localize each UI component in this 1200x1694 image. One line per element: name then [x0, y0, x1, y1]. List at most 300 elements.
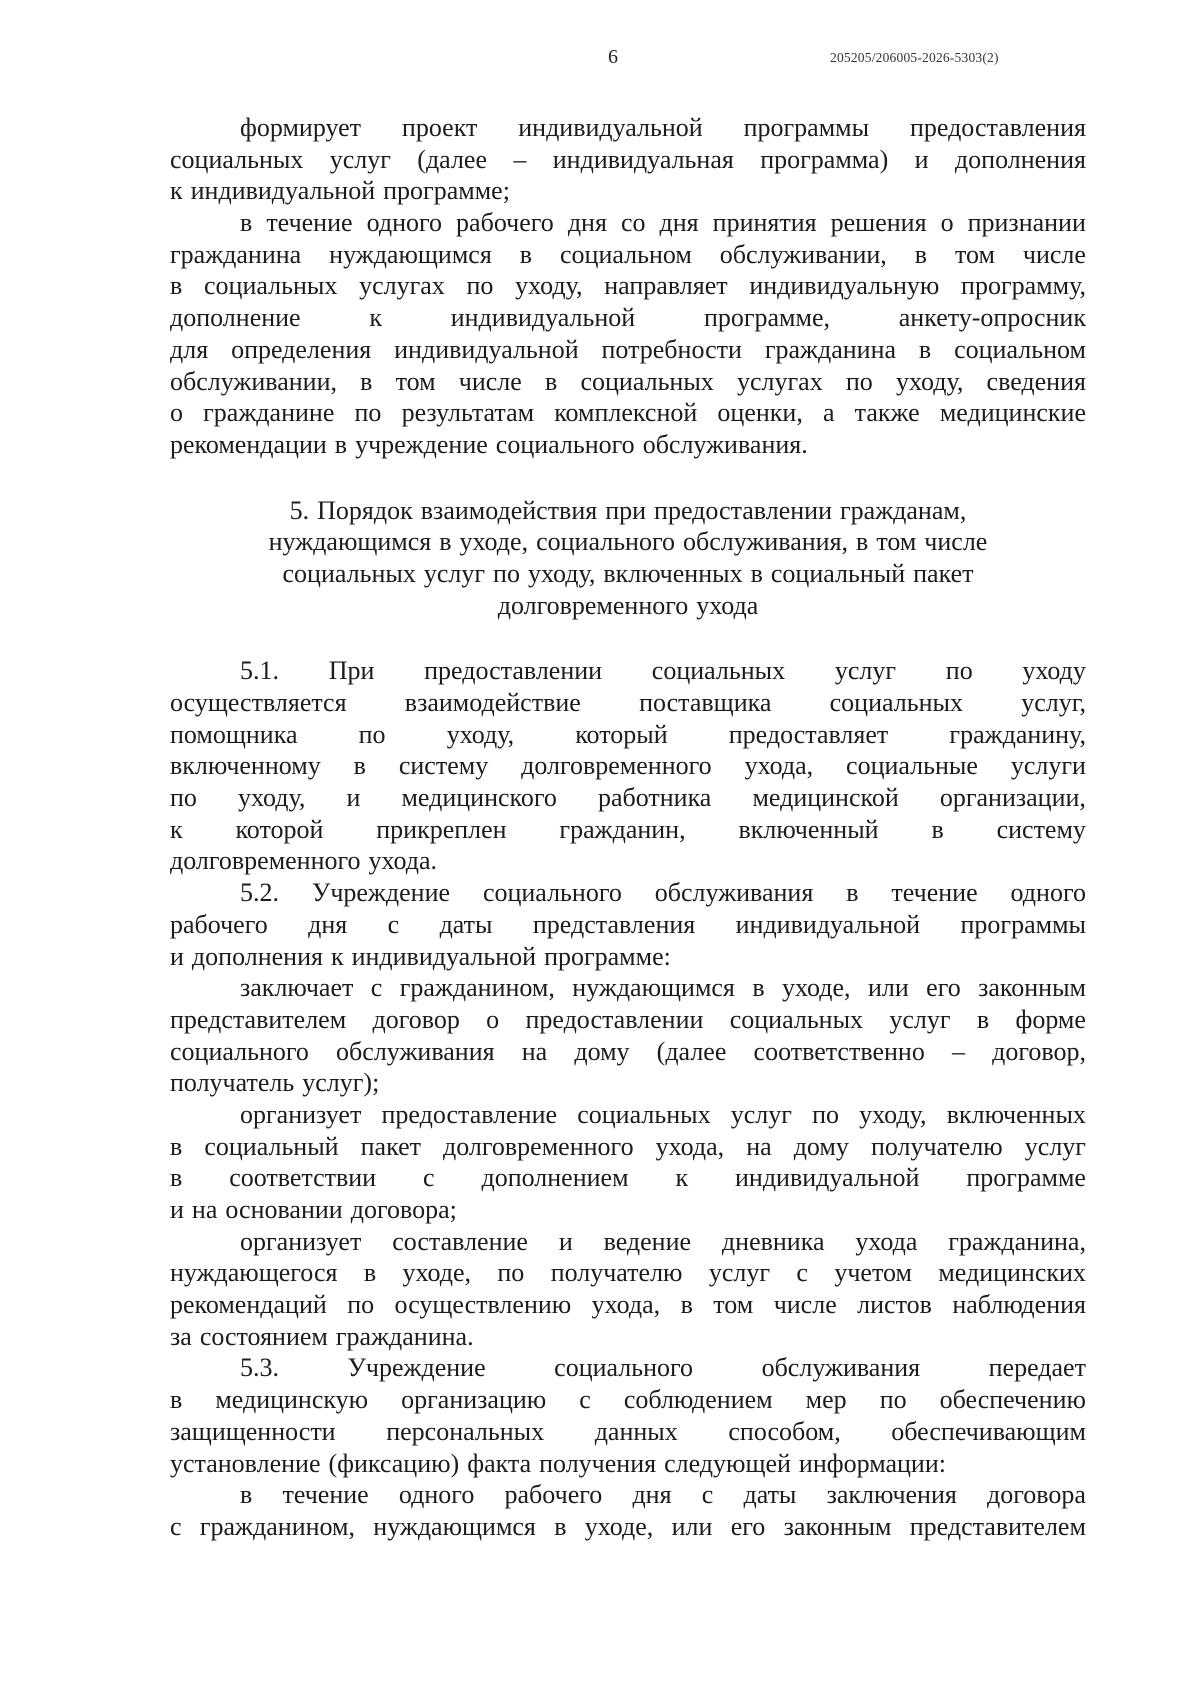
word: в: [750, 558, 763, 588]
word: с: [370, 973, 383, 1003]
word: работника: [597, 783, 712, 813]
word: его: [730, 1511, 766, 1541]
word: предоставлении: [654, 495, 832, 525]
word: представителем: [909, 1511, 1086, 1541]
word: в: [918, 334, 932, 364]
word: обслуживания,: [682, 527, 849, 557]
word: на: [191, 1195, 218, 1224]
document-code: 205205/206005-2026-5303(2): [830, 50, 999, 65]
word: оценки,: [717, 398, 803, 428]
word: договора: [987, 1480, 1086, 1510]
word: услуг: [329, 144, 391, 174]
word: включенных: [946, 1099, 1086, 1129]
word: получателю: [550, 1258, 683, 1288]
word: также: [854, 398, 920, 428]
word: уходу: [1022, 656, 1086, 686]
word: социальных: [651, 656, 786, 686]
word: нуждающегося: [170, 1258, 338, 1288]
word: систему: [996, 814, 1086, 844]
word: соответствии: [229, 1163, 377, 1193]
word: ухода.: [368, 846, 438, 876]
word: одного: [366, 208, 443, 238]
word: по: [347, 1290, 375, 1320]
word: факта: [467, 1448, 532, 1478]
word: том: [954, 239, 995, 269]
word: уходе,: [782, 973, 851, 1003]
word: пакет: [913, 558, 974, 588]
word: в: [240, 1480, 253, 1510]
word: гражданин,: [559, 814, 686, 844]
word: числе: [924, 527, 988, 557]
word: уходу,: [515, 271, 583, 301]
word: признании: [967, 208, 1086, 238]
word: обслуживания: [761, 1353, 921, 1383]
word: социальных: [729, 1004, 864, 1034]
word: гражданина: [764, 334, 897, 364]
text-line: [170, 1479, 1086, 1511]
text-line: [170, 782, 1086, 814]
word: социальных: [829, 688, 963, 717]
word: социальных: [170, 144, 304, 174]
word: с: [701, 1480, 714, 1510]
word: принятия: [712, 208, 817, 238]
word: учреждение: [355, 429, 488, 459]
text-line: [170, 175, 1086, 207]
paragraph: [170, 207, 1086, 461]
word: индивидуальную: [749, 271, 940, 301]
word: взаимодействия: [420, 495, 598, 525]
word: услуг: [423, 558, 486, 588]
word: социальных: [577, 1099, 711, 1129]
word: индивидуальной: [190, 176, 376, 206]
word: обслуживания: [336, 1036, 495, 1066]
word: в: [554, 1511, 567, 1541]
word: индивидуальной: [518, 113, 703, 142]
word: помощника: [170, 719, 298, 749]
word: –: [951, 1036, 965, 1066]
word: осуществляется: [170, 688, 347, 717]
word: программу,: [961, 271, 1086, 301]
word: услуг: [730, 1099, 792, 1129]
word: индивидуальной: [394, 334, 579, 364]
word: результатам: [401, 398, 535, 428]
word: защищенности: [170, 1416, 336, 1446]
word: пакет: [360, 1131, 421, 1161]
word: по: [466, 271, 494, 301]
word: даты: [743, 1480, 797, 1510]
word: социальном: [954, 334, 1086, 364]
word: ухода: [855, 1226, 918, 1256]
word: индивидуальной: [450, 303, 636, 333]
word: медицинского: [401, 783, 557, 813]
word: гражданином,: [199, 1511, 355, 1541]
text-line: [170, 687, 1086, 719]
word: в: [439, 527, 452, 557]
paragraph: [170, 1352, 1086, 1479]
text-line: [170, 750, 1086, 782]
word: персональных: [386, 1416, 545, 1446]
word: учетом: [834, 1258, 912, 1288]
word: по: [354, 398, 382, 428]
text-line: [170, 207, 1086, 239]
text-line: [170, 877, 1086, 909]
word: социальный: [204, 1131, 339, 1161]
word: следующей: [664, 1448, 791, 1478]
word: включенных: [603, 558, 743, 588]
word: в: [170, 1385, 183, 1415]
text-line: [170, 941, 1086, 973]
word: программе:: [544, 941, 671, 971]
text-line: [170, 1289, 1086, 1321]
text-line: [170, 270, 1086, 302]
word: При: [328, 656, 375, 686]
word: дополнение: [170, 303, 301, 333]
word: и: [558, 1226, 573, 1256]
word: наблюдения: [952, 1290, 1086, 1320]
word: в: [914, 239, 928, 269]
word: дня: [659, 208, 699, 238]
word: предоставляет: [728, 719, 889, 749]
word: с: [423, 1163, 435, 1193]
word: программе;: [383, 176, 510, 206]
word: сведения: [986, 366, 1086, 396]
heading-line: [170, 558, 1086, 590]
text-line: [170, 1162, 1086, 1194]
word: информации:: [798, 1448, 946, 1478]
word: 5.3.: [240, 1353, 279, 1383]
word: нуждающимся: [373, 1511, 536, 1541]
word: соблюдением: [623, 1385, 773, 1415]
text-line: [170, 1004, 1086, 1036]
word: направляет: [604, 271, 728, 301]
word: социальный: [770, 558, 906, 588]
word: нуждающимся: [572, 973, 735, 1003]
word: заключает: [240, 973, 354, 1003]
word: по: [812, 1099, 839, 1129]
word: уходу,: [895, 366, 964, 396]
word: законным: [978, 973, 1086, 1003]
word: социального: [536, 527, 675, 557]
word: в: [170, 1163, 183, 1193]
word: дня: [632, 1480, 672, 1510]
word: долговременного: [170, 846, 361, 876]
word: договор: [372, 1004, 460, 1034]
word: систему: [398, 751, 489, 781]
word: а: [822, 398, 835, 428]
word: за: [170, 1321, 192, 1351]
word: предоставлении: [424, 656, 603, 686]
word: социальных: [580, 366, 714, 396]
heading-line: [170, 590, 1086, 622]
word: долговременного: [443, 1131, 634, 1161]
word: в: [363, 1258, 377, 1288]
word: услуг: [708, 1258, 771, 1288]
word: социальном: [559, 239, 692, 269]
word: гражданином,: [399, 973, 555, 1003]
paragraph: [170, 1099, 1086, 1226]
word: по: [493, 558, 520, 588]
word: в: [353, 751, 366, 781]
word: способом,: [728, 1416, 841, 1446]
word: дополнения: [191, 941, 323, 971]
word: передает: [988, 1353, 1086, 1383]
text-line: [170, 112, 1086, 144]
word: к: [170, 814, 183, 844]
text-line: [170, 909, 1086, 941]
word: по: [170, 783, 197, 813]
paragraph: [170, 972, 1086, 1099]
word: в: [752, 973, 765, 1003]
word: рабочего: [456, 208, 554, 238]
word: рекомендации: [170, 429, 327, 459]
text-line: [170, 1416, 1086, 1448]
paragraph: [170, 655, 1086, 877]
word: и: [346, 783, 361, 813]
word: ухода,: [744, 751, 814, 781]
word: и: [170, 941, 184, 971]
word: услуг,: [1021, 688, 1086, 717]
word: гражданине: [203, 398, 335, 428]
word: анкету-опросник: [898, 303, 1086, 333]
word: услуг: [1024, 1131, 1086, 1161]
word: для: [170, 334, 209, 364]
word: предоставлении: [525, 1004, 704, 1034]
text-line: [170, 397, 1086, 429]
word: установление: [170, 1448, 321, 1478]
word: 5.: [289, 495, 310, 525]
word: долговременного: [521, 751, 712, 781]
word: ведение: [603, 1226, 692, 1256]
word: определения: [231, 334, 372, 364]
word: мер: [805, 1385, 847, 1415]
word: представителем: [170, 1004, 347, 1034]
word: с: [387, 909, 400, 939]
word: комплексной: [554, 398, 698, 428]
word: 5.2.: [240, 878, 279, 908]
word: Порядок: [317, 495, 413, 525]
word: Учреждение: [347, 1353, 486, 1383]
word: медицинской: [752, 783, 899, 813]
word: уходе,: [584, 1511, 654, 1541]
word: в: [170, 1131, 183, 1161]
word: взаимодействие: [404, 688, 581, 717]
word: течение: [282, 1480, 369, 1510]
word: со: [620, 208, 646, 238]
word: получателю: [870, 1131, 1003, 1161]
section-heading: [170, 495, 1086, 622]
word: законным: [783, 1511, 892, 1541]
word: гражданам,: [839, 495, 967, 525]
word: с: [170, 1511, 182, 1541]
word: организует: [240, 1099, 362, 1129]
word: по: [945, 656, 973, 686]
word: включенный: [738, 814, 879, 844]
word: –: [513, 144, 527, 174]
word: заключения: [826, 1480, 957, 1510]
word: его: [926, 973, 961, 1003]
word: том: [713, 1290, 754, 1320]
word: в: [170, 271, 183, 301]
word: который: [575, 719, 668, 749]
word: на: [521, 1036, 548, 1066]
word: обеспечивающим: [891, 1416, 1086, 1446]
word: ухода,: [655, 1131, 725, 1161]
word: том: [876, 527, 917, 557]
word: состоянием: [199, 1321, 328, 1351]
paragraph: [170, 1479, 1086, 1542]
word: долговременного: [497, 590, 689, 620]
word: по: [845, 366, 873, 396]
word: течение: [266, 208, 353, 238]
text-line: [170, 1131, 1086, 1163]
word: услуг: [889, 1004, 951, 1034]
word: нуждающимся: [268, 527, 432, 557]
word: 5.1.: [240, 656, 279, 686]
word: о: [486, 1004, 500, 1034]
word: по: [497, 1258, 525, 1288]
word: социального: [170, 1036, 309, 1066]
word: числе: [458, 366, 522, 396]
word: проект: [401, 113, 478, 142]
paragraph: [170, 112, 1086, 207]
word: индивидуальной: [735, 909, 921, 939]
word: гражданина: [170, 239, 302, 269]
word: включенному: [170, 751, 321, 781]
text-line: [170, 1321, 1086, 1353]
word: на: [746, 1131, 772, 1161]
word: медицинские: [939, 398, 1086, 428]
text-line: [170, 1384, 1086, 1416]
word: с: [579, 1385, 591, 1415]
word: гражданину,: [949, 719, 1086, 749]
text-line: [170, 334, 1086, 366]
word: программе: [966, 1163, 1086, 1193]
text-line: [170, 302, 1086, 334]
word: Учреждение: [311, 878, 451, 908]
page-number: 6: [608, 46, 618, 68]
word: в: [846, 878, 859, 908]
word: формирует: [240, 113, 362, 142]
text-line: [170, 1036, 1086, 1068]
word: форме: [1015, 1004, 1086, 1034]
word: рабочего: [504, 1480, 603, 1510]
paragraph: [170, 877, 1086, 972]
word: организации,: [939, 783, 1086, 813]
word: получатель: [170, 1068, 295, 1098]
text-line: [170, 1226, 1086, 1258]
word: договор,: [992, 1036, 1086, 1066]
word: в: [240, 208, 253, 238]
word: организацию: [401, 1385, 547, 1415]
word: даты: [439, 909, 493, 939]
word: социальных: [282, 558, 416, 588]
text-line: [170, 719, 1086, 751]
word: по: [358, 719, 386, 749]
word: составление: [392, 1226, 528, 1256]
word: осуществлению: [394, 1290, 572, 1320]
word: листов: [857, 1290, 932, 1320]
word: поставщика: [639, 688, 772, 717]
word: (далее: [417, 144, 488, 174]
word: дому: [574, 1036, 630, 1066]
word: гражданина,: [948, 1226, 1086, 1256]
word: рабочего: [170, 909, 268, 939]
word: о: [940, 208, 954, 238]
word: программе,: [703, 303, 831, 333]
word: социального: [482, 878, 622, 908]
word: по: [879, 1385, 907, 1415]
text-line: [170, 1511, 1086, 1543]
word: представления: [532, 909, 696, 939]
word: данных: [594, 1416, 678, 1446]
word: к: [675, 1163, 689, 1193]
text-line: [170, 655, 1086, 687]
word: в: [856, 527, 869, 557]
word: и: [914, 144, 929, 174]
text-line: [170, 814, 1086, 846]
word: (фиксацию): [328, 1448, 460, 1478]
word: гражданина.: [335, 1321, 474, 1351]
heading-line: [170, 526, 1086, 558]
word: нуждающимся: [329, 239, 492, 269]
word: числе: [773, 1290, 837, 1320]
word: основании: [225, 1195, 343, 1224]
text-line: [170, 1099, 1086, 1131]
word: в: [519, 239, 533, 269]
word: том: [395, 366, 436, 396]
word: уходу,: [446, 719, 515, 749]
word: договора;: [350, 1195, 457, 1224]
word: программы: [960, 909, 1086, 939]
text-line: [170, 1257, 1086, 1289]
word: обслуживания: [654, 878, 814, 908]
word: медицинских: [938, 1258, 1086, 1288]
text-line: [170, 429, 1086, 461]
word: рекомендаций: [170, 1290, 327, 1320]
word: к: [330, 941, 344, 971]
word: ухода: [696, 590, 759, 620]
word: с: [796, 1258, 808, 1288]
word: дня: [308, 909, 348, 939]
word: в: [334, 429, 348, 459]
word: обслуживания.: [642, 429, 808, 459]
text-line: [170, 1067, 1086, 1099]
word: услуг: [834, 656, 897, 686]
word: получения: [539, 1448, 657, 1478]
word: уходу,: [859, 1099, 927, 1129]
word: в: [545, 366, 558, 396]
word: дому: [793, 1131, 849, 1161]
word: одного: [1010, 878, 1086, 908]
word: уходу,: [238, 783, 306, 813]
word: и: [170, 1195, 184, 1224]
word: одного: [398, 1480, 475, 1510]
text-line: [170, 972, 1086, 1004]
word: о: [170, 398, 183, 428]
word: прикреплен: [376, 814, 507, 844]
word: социального: [554, 1353, 694, 1383]
word: дополнением: [481, 1163, 629, 1193]
word: услугах: [736, 366, 823, 396]
document-body: [170, 112, 1086, 1543]
word: обслуживании,: [719, 239, 887, 269]
word: услуги: [1010, 751, 1086, 781]
word: обслуживании,: [170, 366, 337, 396]
word: уходе,: [402, 1258, 472, 1288]
word: к: [369, 303, 382, 333]
word: течение: [891, 878, 978, 908]
word: индивидуальной: [351, 941, 537, 971]
